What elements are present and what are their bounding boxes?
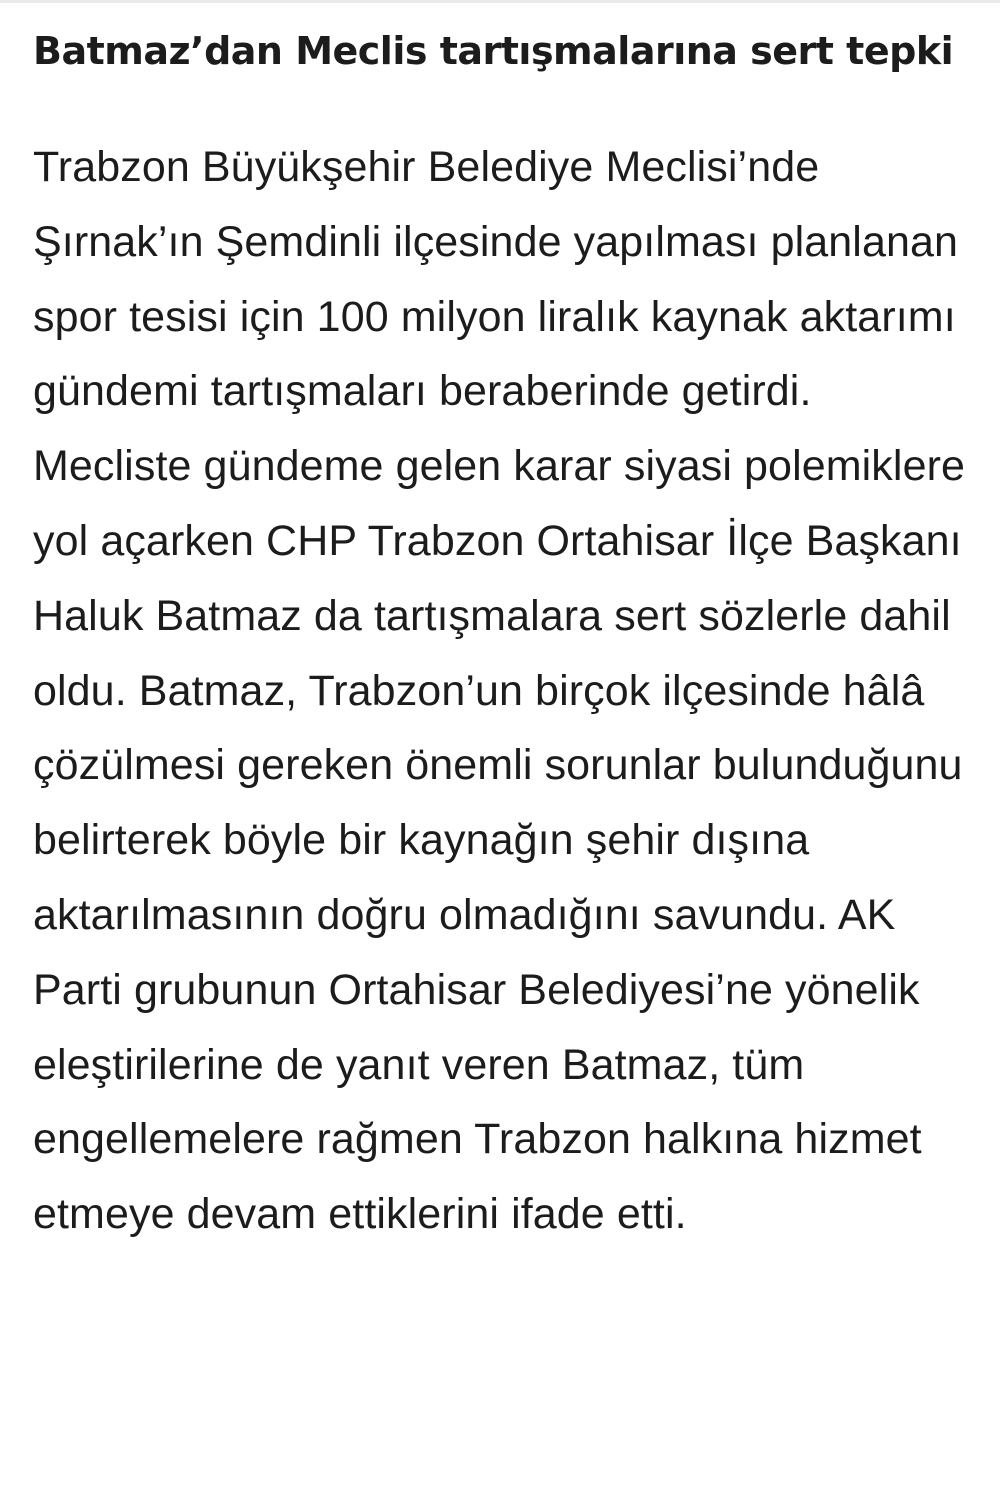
article-headline: Batmaz’dan Meclis tartışmalarına sert tepki [33,29,954,73]
article [33,14,968,1252]
article-body: Trabzon Büyükşehir Belediye Meclisi’nde Şırnak’ın Şemdinli ilçesinde yapılması planlanan spor tesisi için 100 milyon liralık kaynak aktarımı gündemi tartışmaları beraberinde getirdi. Mecliste gündeme gelen karar siyasi polemiklere yol açarken CHP Trabzon Ortahisar İlçe Başkanı Haluk Batmaz da tartışmalara sert sözlerle dahil oldu. Batmaz, Trabzon’un birçok ilçesinde hâlâ çözülmesi gereken önemli sorunlar bulunduğunu belirterek böyle bir kaynağın şehir dışına aktarılmasının doğru olmadığını savundu. AK Parti grubunun Ortahisar Belediyesi’ne yönelik eleştirilerine de yanıt veren Batmaz, tüm engellemelere rağmen Trabzon halkına hizmet etmeye devam ettiklerini ifade etti. [33,143,966,1239]
top-divider [0,0,1000,3]
